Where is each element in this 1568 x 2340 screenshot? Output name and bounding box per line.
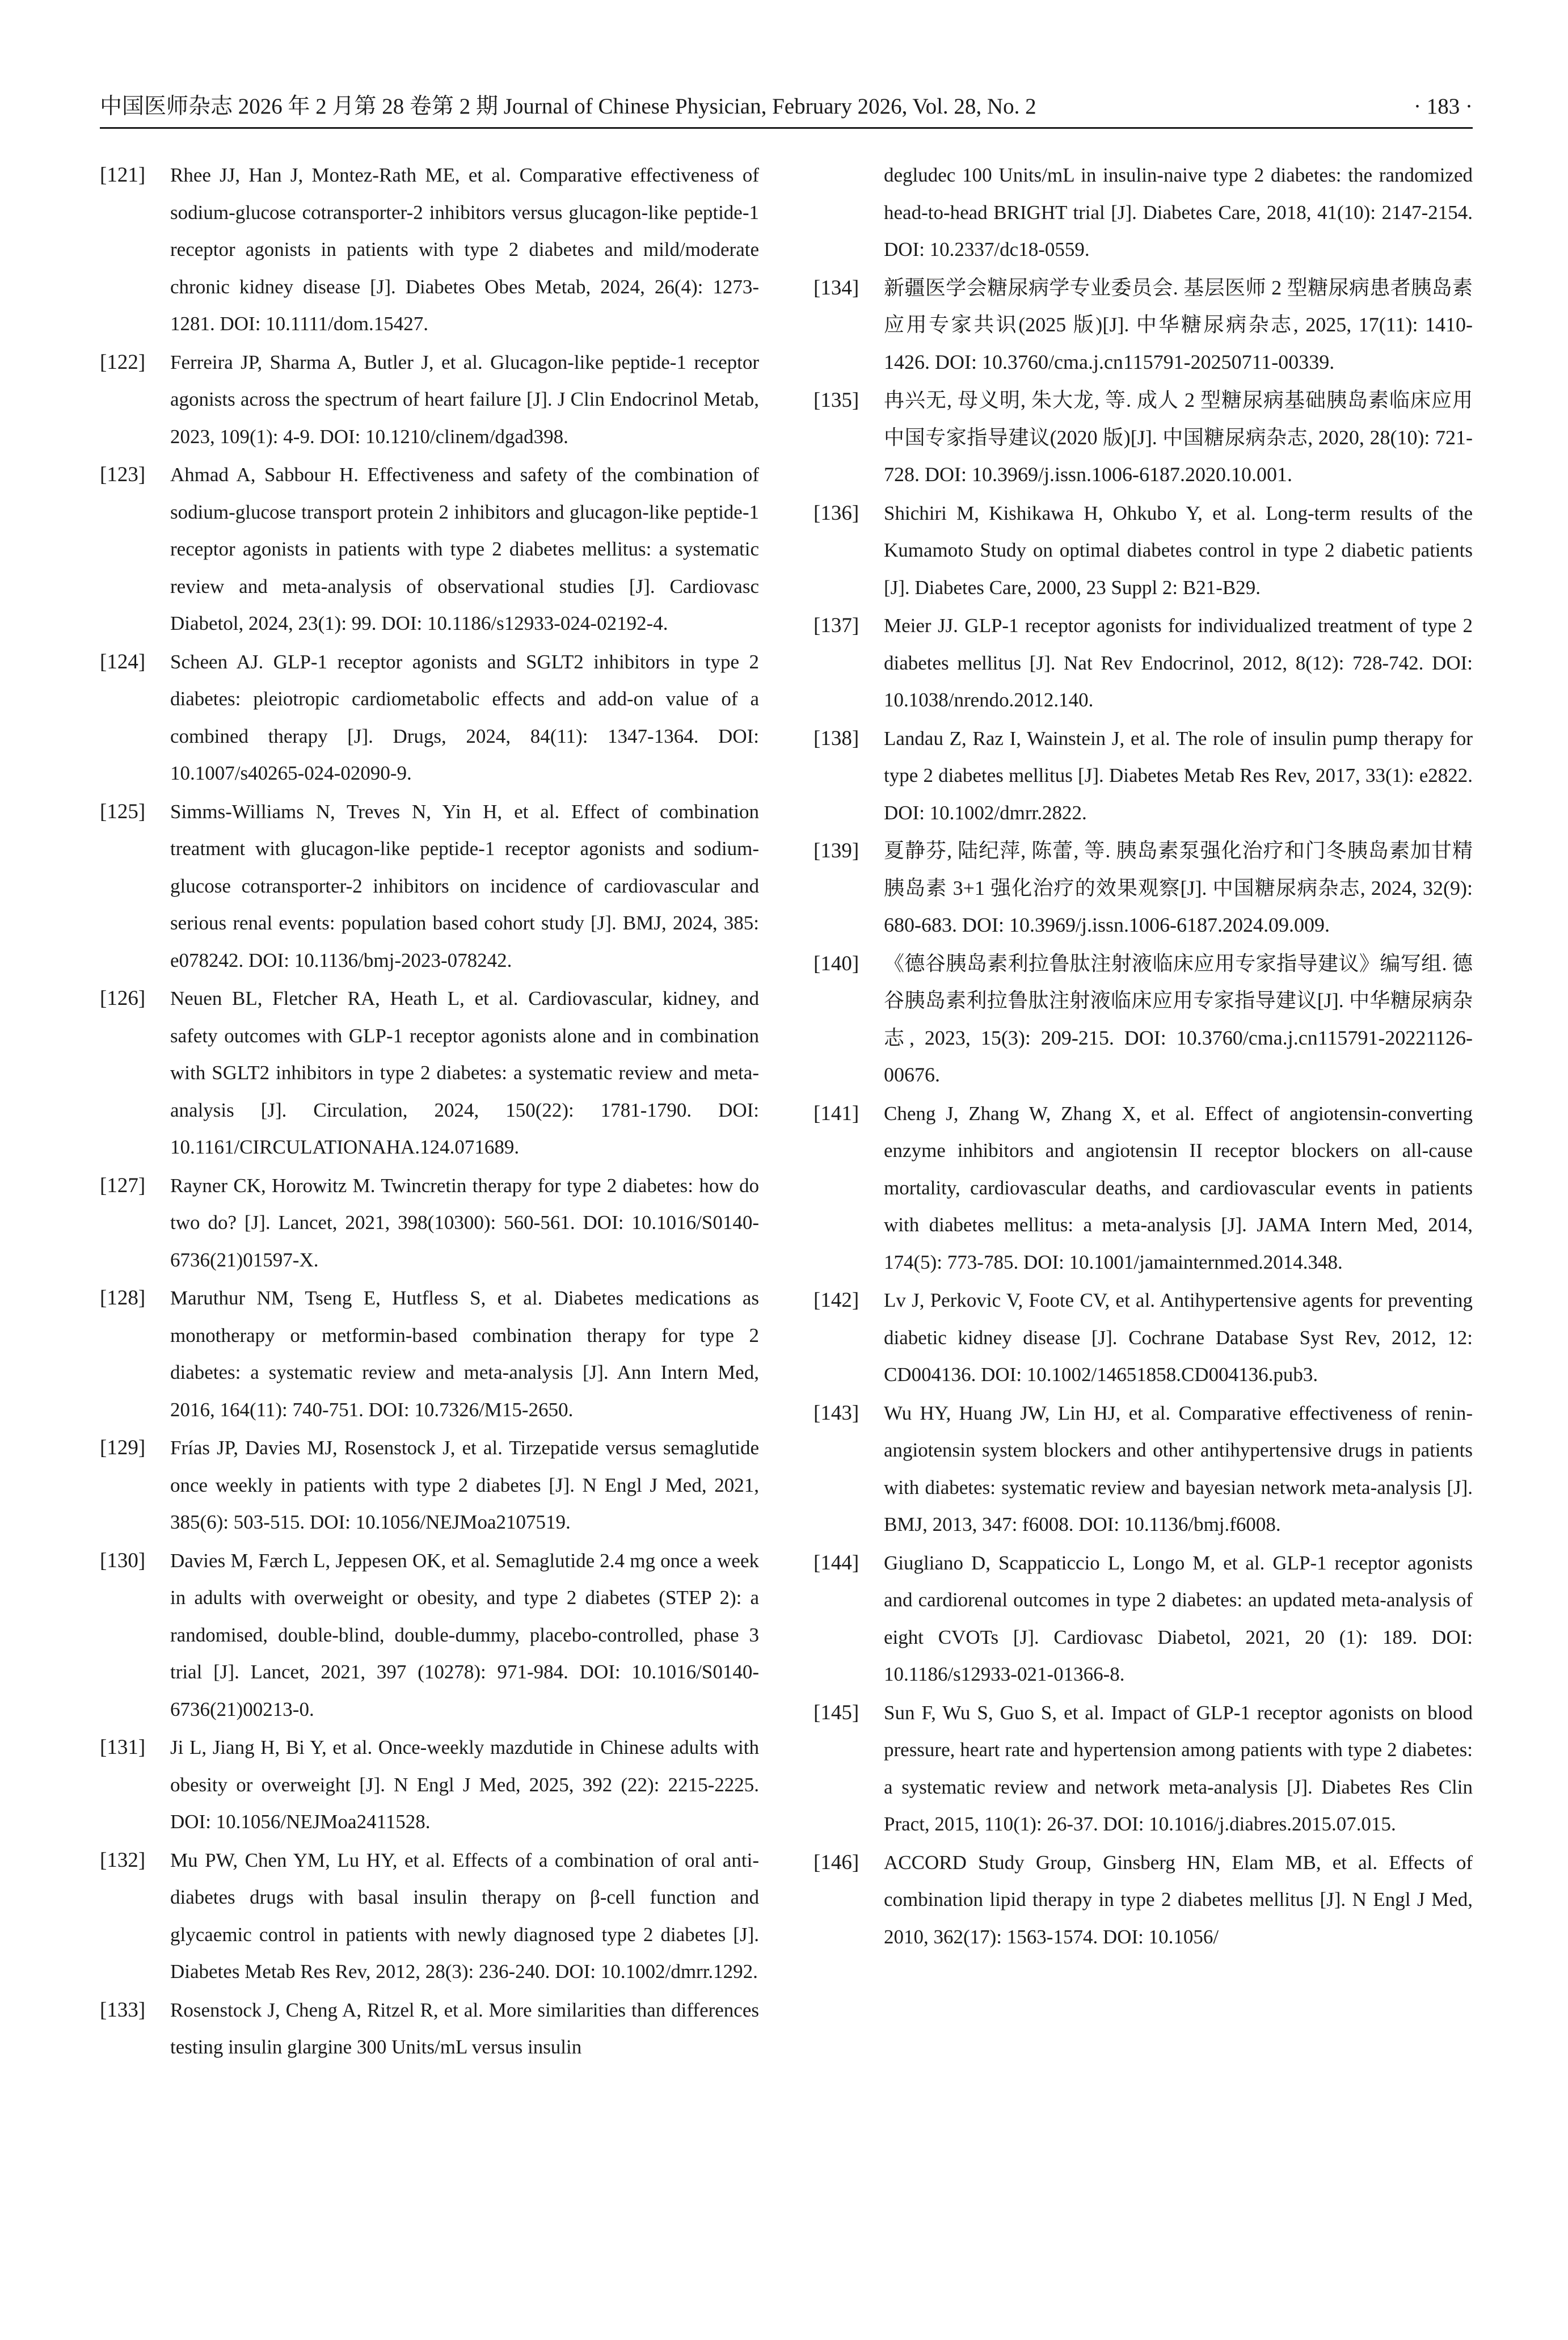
running-header [100, 90, 1473, 124]
reference-text: Davies M, Færch L, Jeppesen OK, et al. Semaglutide 2.4 mg once a week in adults with overweight or obesity, and type 2 diabetes (STEP 2): a randomised, double-blind, double-dummy, placebo-controlled, phase 3 trial [J]. Lancet, 2021, 397 (10278): 971-984. DOI: 10.1016/S0140-6736(21)00213-0. [170, 1549, 759, 1720]
reference-text: Ferreira JP, Sharma A, Butler J, et al. Glucagon-like peptide-1 receptor agonists across the spectrum of heart failure [J]. J Clin Endocrinol Metab, 2023, 109(1): 4-9. DOI: 10.1210/clinem/dgad398. [170, 351, 759, 448]
reference-number: [140] [813, 952, 859, 975]
reference-entry [813, 270, 1473, 381]
reference-text: Shichiri M, Kishikawa H, Ohkubo Y, et al. Long-term results of the Kumamoto Study on optimal diabetes control in type 2 diabetic patients [J]. Diabetes Care, 2000, 23 Suppl 2: B21-B29. [884, 502, 1473, 599]
reference-column-right [813, 157, 1473, 1956]
reference-number: [127] [100, 1173, 146, 1197]
reference-text: 《德谷胰岛素利拉鲁肽注射液临床应用专家指导建议》编写组. 德谷胰岛素利拉鲁肽注射液临床应用专家指导建议[J]. 中华糖尿病杂志, 2023, 15(3): 209-215. DOI: 10.3760/cma.j.cn115791-20221126-00676. [884, 952, 1473, 1086]
reference-entry [813, 945, 1473, 1094]
reference-text: Rayner CK, Horowitz M. Twincretin therapy for type 2 diabetes: how do two do? [J]. Lancet, 2021, 398(10300): 560-561. DOI: 10.1016/S0140-6736(21)01597-X. [170, 1174, 759, 1271]
reference-number: [122] [100, 350, 146, 374]
reference-number: [134] [813, 276, 859, 300]
reference-number: [131] [100, 1736, 146, 1759]
page-number: · 183 · [1414, 94, 1473, 119]
reference-entry [100, 980, 759, 1166]
journal-header: 中国医师杂志 2026 年 2 月第 28 卷第 2 期 Journal of Chinese Physician, February 2026, Vol. 28, No. 2 [100, 94, 1036, 119]
reference-entry [100, 1167, 759, 1279]
reference-entry [813, 382, 1473, 494]
reference-number: [137] [813, 614, 859, 637]
reference-entry [100, 1280, 759, 1428]
reference-entry [813, 607, 1473, 719]
reference-entry [813, 1844, 1473, 1956]
reference-column-left [100, 157, 759, 2067]
reference-text: Landau Z, Raz I, Wainstein J, et al. The role of insulin pump therapy for type 2 diabetes mellitus [J]. Diabetes Metab Res Rev, 2017, 33(1): e2822. DOI: 10.1002/dmrr.2822. [884, 727, 1473, 824]
reference-text: Simms-Williams N, Treves N, Yin H, et al. Effect of combination treatment with glucagon-like peptide-1 receptor agonists and sodium-glucose cotransporter-2 inhibitors on incidence of cardiovascular and serious renal events: population based cohort study [J]. BMJ, 2024, 385: e078242. DOI: 10.1136/bmj-2023-078242. [170, 800, 759, 971]
reference-text: Mu PW, Chen YM, Lu HY, et al. Effects of a combination of oral anti-diabetes drugs with basal insulin therapy on β-cell function and glycaemic control in patients with newly diagnosed type 2 diabetes [J]. Diabetes Metab Res Rev, 2012, 28(3): 236-240. DOI: 10.1002/dmrr.1292. [170, 1849, 759, 1983]
reference-entry [100, 793, 759, 979]
reference-number: [145] [813, 1701, 859, 1724]
reference-entry [813, 1282, 1473, 1394]
header-divider [100, 127, 1473, 129]
reference-number: [135] [813, 389, 859, 412]
reference-entry [813, 1544, 1473, 1693]
reference-text: Sun F, Wu S, Guo S, et al. Impact of GLP-1 receptor agonists on blood pressure, heart rate and hypertension among patients with type 2 diabetes: a systematic review and network meta-analysis [J]. Diabetes Res Clin Pract, 2015, 110(1): 26-37. DOI: 10.1016/j.diabres.2015.07.015. [884, 1701, 1473, 1835]
reference-entry [100, 1542, 759, 1728]
reference-entry [100, 456, 759, 642]
reference-entry [813, 832, 1473, 944]
reference-text: Cheng J, Zhang W, Zhang X, et al. Effect of angiotensin-converting enzyme inhibitors and angiotensin II receptor blockers on all-cause mortality, cardiovascular deaths, and cardiovascular events in patients with diabetes mellitus: a meta-analysis [J]. JAMA Intern Med, 2014, 174(5): 773-785. DOI: 10.1001/jamainternmed.2014.348. [884, 1102, 1473, 1273]
reference-entry [813, 720, 1473, 832]
reference-text: Ahmad A, Sabbour H. Effectiveness and safety of the combination of sodium-glucose transport protein 2 inhibitors and glucagon-like peptide-1 receptor agonists in patients with type 2 diabetes mellitus: a systematic review and meta-analysis of observational studies [J]. Cardiovasc Diabetol, 2024, 23(1): 99. DOI: 10.1186/s12933-024-02192-4. [170, 464, 759, 634]
reference-text: Rhee JJ, Han J, Montez-Rath ME, et al. Comparative effectiveness of sodium-glucose cotransporter-2 inhibitors versus glucagon-like peptide-1 receptor agonists in patients with type 2 diabetes and mild/moderate chronic kidney disease [J]. Diabetes Obes Metab, 2024, 26(4): 1273-1281. DOI: 10.1111/dom.15427. [170, 164, 759, 335]
reference-number: [139] [813, 839, 859, 862]
reference-text: Maruthur NM, Tseng E, Hutfless S, et al. Diabetes medications as monotherapy or metformin-based combination therapy for type 2 diabetes: a systematic review and meta-analysis [J]. Ann Intern Med, 2016, 164(11): 740-751. DOI: 10.7326/M15-2650. [170, 1287, 759, 1421]
reference-text: Giugliano D, Scappaticcio L, Longo M, et al. GLP-1 receptor agonists and cardiorenal outcomes in type 2 diabetes: an updated meta-analysis of eight CVOTs [J]. Cardiovasc Diabetol, 2021, 20 (1): 189. DOI: 10.1186/s12933-021-01366-8. [884, 1551, 1473, 1685]
reference-number: [123] [100, 463, 146, 486]
reference-entry [100, 1729, 759, 1841]
reference-entry [813, 495, 1473, 607]
reference-text: degludec 100 Units/mL in insulin-naive type 2 diabetes: the randomized head-to-head BRIGHT trial [J]. Diabetes Care, 2018, 41(10): 2147-2154. DOI: 10.2337/dc18-0559. [884, 164, 1473, 260]
reference-number: [133] [100, 1998, 146, 2022]
reference-number: [144] [813, 1551, 859, 1575]
reference-text: 冉兴无, 母义明, 朱大龙, 等. 成人 2 型糖尿病基础胰岛素临床应用中国专家指导建议(2020 版)[J]. 中国糖尿病杂志, 2020, 28(10): 721-728. DOI: 10.3969/j.issn.1006-6187.2020.10.001. [884, 389, 1473, 486]
reference-number: [132] [100, 1848, 146, 1872]
reference-entry [813, 157, 1473, 268]
reference-number: [141] [813, 1101, 859, 1125]
reference-number: [128] [100, 1286, 146, 1310]
reference-text: Scheen AJ. GLP-1 receptor agonists and SGLT2 inhibitors in type 2 diabetes: pleiotropic cardiometabolic effects and add-on value of a combined therapy [J]. Drugs, 2024, 84(11): 1347-1364. DOI: 10.1007/s40265-024-02090-9. [170, 650, 759, 784]
reference-entry [100, 157, 759, 343]
reference-number: [142] [813, 1289, 859, 1312]
reference-entry [100, 344, 759, 456]
reference-text: Ji L, Jiang H, Bi Y, et al. Once-weekly mazdutide in Chinese adults with obesity or overweight [J]. N Engl J Med, 2025, 392 (22): 2215-2225. DOI: 10.1056/NEJMoa2411528. [170, 1736, 759, 1833]
reference-entry [813, 1694, 1473, 1843]
reference-number: [130] [100, 1548, 146, 1572]
reference-entry [100, 1992, 759, 2066]
reference-text: ACCORD Study Group, Ginsberg HN, Elam MB, et al. Effects of combination lipid therapy in type 2 diabetes mellitus [J]. N Engl J Med, 2010, 362(17): 1563-1574. DOI: 10.1056/ [884, 1851, 1473, 1948]
reference-entry [813, 1095, 1473, 1281]
reference-number: [126] [100, 987, 146, 1010]
reference-number: [138] [813, 726, 859, 750]
reference-text: Neuen BL, Fletcher RA, Heath L, et al. Cardiovascular, kidney, and safety outcomes with GLP-1 receptor agonists alone and in combination with SGLT2 inhibitors in type 2 diabetes: a systematic review and meta-analysis [J]. Circulation, 2024, 150(22): 1781-1790. DOI: 10.1161/CIRCULATIONAHA.124.071689. [170, 987, 759, 1158]
reference-text: 新疆医学会糖尿病学专业委员会. 基层医师 2 型糖尿病患者胰岛素应用专家共识(2025 版)[J]. 中华糖尿病杂志, 2025, 17(11): 1410-1426. DOI: 10.3760/cma.j.cn115791-20250711-00339. [884, 276, 1473, 373]
reference-number: [146] [813, 1850, 859, 1874]
reference-text: 夏静芬, 陆纪萍, 陈蕾, 等. 胰岛素泵强化治疗和门冬胰岛素加甘精胰岛素 3+1 强化治疗的效果观察[J]. 中国糖尿病杂志, 2024, 32(9): 680-683. DOI: 10.3969/j.issn.1006-6187.2024.09.009. [884, 839, 1473, 936]
reference-number: [124] [100, 650, 146, 674]
reference-number: [129] [100, 1436, 146, 1459]
reference-entry [100, 643, 759, 792]
reference-number: [121] [100, 163, 146, 187]
reference-text: Frías JP, Davies MJ, Rosenstock J, et al. Tirzepatide versus semaglutide once weekly in patients with type 2 diabetes [J]. N Engl J Med, 2021, 385(6): 503-515. DOI: 10.1056/NEJMoa2107519. [170, 1437, 759, 1533]
reference-text: Lv J, Perkovic V, Foote CV, et al. Antihypertensive agents for preventing diabetic kidney disease [J]. Cochrane Database Syst Rev, 2012, 12: CD004136. DOI: 10.1002/14651858.CD004136.pub3. [884, 1289, 1473, 1386]
reference-entry [813, 1395, 1473, 1543]
reference-text: Rosenstock J, Cheng A, Ritzel R, et al. More similarities than differences testing insulin glargine 300 Units/mL versus insulin [170, 1998, 759, 2058]
reference-entry [100, 1842, 759, 1990]
reference-entry [100, 1429, 759, 1541]
reference-text: Meier JJ. GLP-1 receptor agonists for individualized treatment of type 2 diabetes mellitus [J]. Nat Rev Endocrinol, 2012, 8(12): 728-742. DOI: 10.1038/nrendo.2012.140. [884, 615, 1473, 711]
reference-text: Wu HY, Huang JW, Lin HJ, et al. Comparative effectiveness of renin-angiotensin system blockers and other antihypertensive drugs in patients with diabetes: systematic review and bayesian network meta-analysis [J]. BMJ, 2013, 347: f6008. DOI: 10.1136/bmj.f6008. [884, 1402, 1473, 1535]
reference-number: [143] [813, 1401, 859, 1425]
reference-number: [136] [813, 501, 859, 525]
reference-number: [125] [100, 799, 146, 823]
